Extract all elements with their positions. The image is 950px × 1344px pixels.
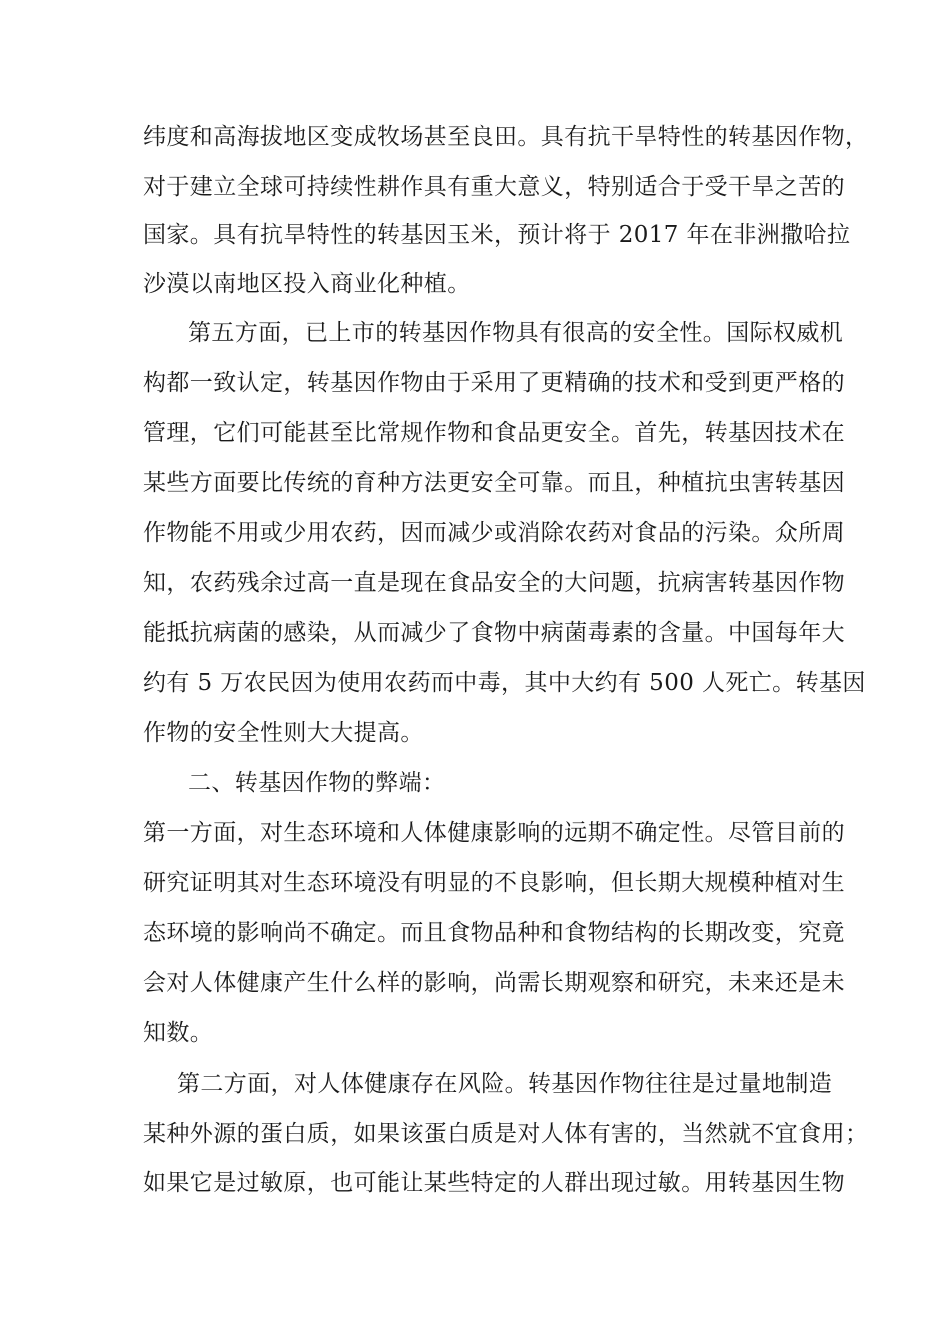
text-line: 构都一致认定，转基因作物由于采用了更精确的技术和受到更严格的: [143, 370, 845, 396]
text-line: 约有 5 万农民因为使用农药而中毒，其中大约有 500 人死亡。转基因: [143, 670, 866, 696]
text-line: 会对人体健康产生什么样的影响，尚需长期观察和研究，未来还是未: [143, 970, 845, 996]
text-line: 某种外源的蛋白质，如果该蛋白质是对人体有害的，当然就不宜食用；: [143, 1121, 869, 1147]
text-line: 第二方面，对人体健康存在风险。转基因作物往往是过量地制造: [177, 1071, 833, 1097]
text-line: 某些方面要比传统的育种方法更安全可靠。而且，种植抗虫害转基因: [143, 470, 845, 496]
text-line: 作物的安全性则大大提高。: [143, 720, 424, 746]
section-heading: 二、转基因作物的弊端：: [188, 770, 446, 796]
text-line: 如果它是过敏原，也可能让某些特定的人群出现过敏。用转基因生物: [143, 1170, 845, 1196]
text-line: 第五方面，已上市的转基因作物具有很高的安全性。国际权威机: [188, 320, 844, 346]
text-line: 管理，它们可能甚至比常规作物和食品更安全。首先，转基因技术在: [143, 420, 845, 446]
text-line: 纬度和高海拔地区变成牧场甚至良田。具有抗干旱特性的转基因作物，: [143, 124, 869, 150]
text-line: 知，农药残余过高一直是现在食品安全的大问题，抗病害转基因作物: [143, 570, 845, 596]
text-line: 作物能不用或少用农药，因而减少或消除农药对食品的污染。众所周: [143, 520, 845, 546]
text-line: 研究证明其对生态环境没有明显的不良影响，但长期大规模种植对生: [143, 870, 845, 896]
text-line: 对于建立全球可持续性耕作具有重大意义，特别适合于受干旱之苦的: [143, 174, 845, 200]
text-line: 第一方面，对生态环境和人体健康影响的远期不确定性。尽管目前的: [143, 820, 845, 846]
text-line: 知数。: [143, 1020, 214, 1046]
text-line: 沙漠以南地区投入商业化种植。: [143, 271, 471, 297]
text-line: 态环境的影响尚不确定。而且食物品种和食物结构的长期改变，究竟: [143, 920, 845, 946]
text-line: 国家。具有抗旱特性的转基因玉米，预计将于 2017 年在非洲撒哈拉: [143, 222, 851, 248]
text-line: 能抵抗病菌的感染，从而减少了食物中病菌毒素的含量。中国每年大: [143, 620, 845, 646]
